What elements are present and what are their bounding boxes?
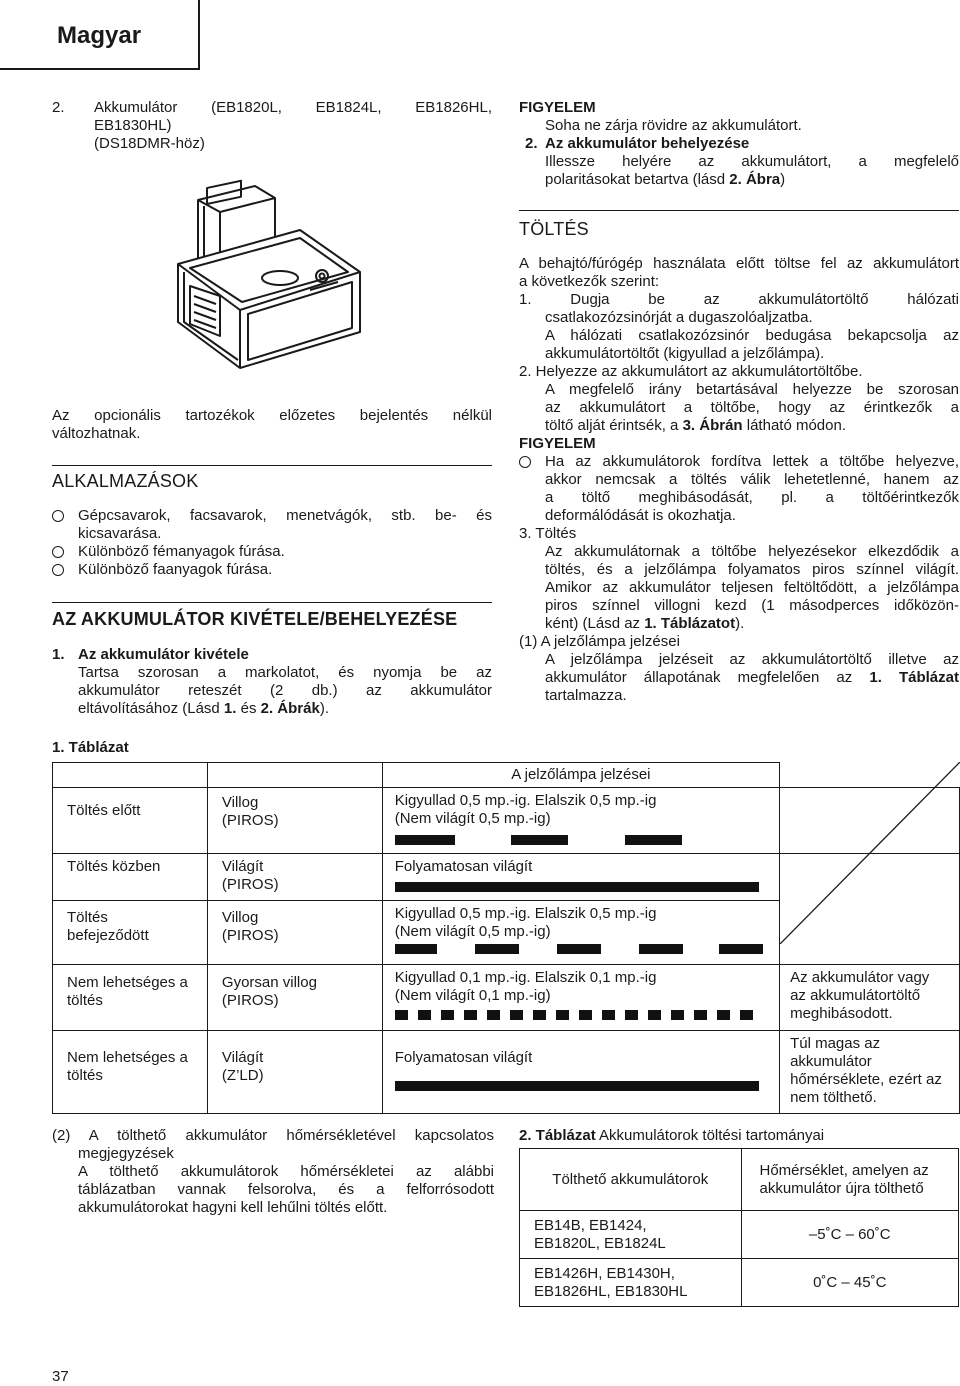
temp-note-line2: megjegyzések bbox=[78, 1145, 174, 1162]
charging-intro2: a következők szerint: bbox=[519, 273, 660, 290]
indicator-cell: Folyamatosan világít bbox=[382, 1031, 779, 1114]
lamp-fast-blink-dash bbox=[441, 1010, 454, 1020]
lamp-fast-blink-dash bbox=[464, 1010, 477, 1020]
step1-line2: csatlakozózsinórját a dugaszolóaljzatba. bbox=[545, 309, 813, 326]
table-row: Töltés közben Világít (PIROS) Folyamatosan világít bbox=[53, 854, 960, 901]
table-row: Nem lehetséges a töltés Világít (Z’LD) Folyamatosan világít Túl magas az akkumulátor hőmérséklete, ezért az nem tölthető. bbox=[53, 1031, 960, 1114]
step3-line5: ként) (Lásd az 1. Táblázatot). bbox=[545, 615, 745, 632]
charging-section bbox=[519, 255, 959, 705]
battery-item-line1: Akkumulátor (EB1820L, EB1824L, EB1826HL, bbox=[94, 99, 492, 116]
removal-title: AZ AKKUMULÁTOR KIVÉTELE/BEHELYEZÉSE bbox=[52, 609, 458, 629]
section-rule bbox=[52, 465, 492, 466]
removal-line2: akkumulátor reteszét (2 db.) az akkumulátor bbox=[78, 682, 492, 699]
sub1-label: (1) A jelzőlámpa jelzései bbox=[519, 633, 680, 650]
battery-item bbox=[52, 99, 492, 153]
table1-note: Az akkumulátor vagy az akkumulátortöltő meghibásodott. bbox=[780, 965, 960, 1031]
step1-line3: A hálózati csatlakozózsinór bedugása bekapcsolja az bbox=[545, 327, 959, 344]
bullet-circle-icon bbox=[519, 456, 531, 468]
table2-col1-header: Tölthető akkumulátorok bbox=[520, 1149, 742, 1211]
list-item: Gépcsavarok, facsavarok, menetvágók, stb. be- és kicsavarása. bbox=[52, 507, 492, 543]
optional-note bbox=[52, 407, 492, 443]
caution-text: Soha ne zárja rövidre az akkumulátort. bbox=[545, 117, 802, 134]
lamp-fast-blink-dash bbox=[418, 1010, 431, 1020]
lamp-fast-blink-dash bbox=[648, 1010, 661, 1020]
table-row bbox=[520, 1149, 959, 1211]
insert-line1: Illessze helyére az akkumulátort, a megfelelő bbox=[545, 153, 959, 170]
diagonal-line bbox=[780, 762, 960, 944]
step2-line2: A megfelelő irány betartásával helyezze be szorosan bbox=[545, 381, 959, 398]
table-row: Töltés előtt Villog (PIROS) Kigyullad 0,5 mp.-ig. Elalszik 0,5 mp.-ig (Nem világít 0,5 mp.-ig) bbox=[53, 788, 960, 854]
temp-note-line3: A tölthető akkumulátorok hőmérsékletei az alábbi bbox=[78, 1163, 494, 1180]
removal-line3: eltávolításához (Lásd 1. és 2. Ábrák). bbox=[78, 700, 329, 717]
sub1-line3: tartalmazza. bbox=[545, 687, 627, 704]
sub1-line2: akkumulátor állapotának megfelelően az 1. Táblázat bbox=[545, 669, 959, 686]
applications-title: ALKALMAZÁSOK bbox=[52, 471, 199, 491]
lamp-fast-blink-dash bbox=[625, 1010, 638, 1020]
lamp-blink-bar bbox=[395, 944, 437, 954]
table2-caption: 2. Táblázat Akkumulátorok töltési tartományai bbox=[519, 1127, 825, 1144]
lamp-blink-bar bbox=[511, 835, 568, 845]
temp-note-line1: (2) A tölthető akkumulátor hőmérsékletével kapcsolatos bbox=[52, 1127, 494, 1144]
lamp-fast-blink-dash bbox=[510, 1010, 523, 1020]
lamp-fast-blink-dash bbox=[717, 1010, 730, 1020]
step2-line3: az akkumulátort a töltőbe, hogy az érintkezők a bbox=[545, 399, 959, 416]
table1-header: A jelzőlámpa jelzései bbox=[382, 763, 779, 788]
lamp-fast-blink-dash bbox=[556, 1010, 569, 1020]
temperature-table bbox=[519, 1148, 959, 1307]
indicator-cell: Kigyullad 0,5 mp.-ig. Elalszik 0,5 mp.-ig (Nem világít 0,5 mp.-ig) bbox=[382, 901, 779, 965]
bullet-circle-icon bbox=[52, 546, 64, 558]
removal-section bbox=[52, 646, 492, 718]
insert-line2: polaritásokat betartva (lásd 2. Ábra) bbox=[545, 171, 786, 188]
lamp-fast-blink-dash bbox=[395, 1010, 408, 1020]
step1-line4: akkumulátortöltőt (kigyullad a jelzőlámpa). bbox=[545, 345, 825, 362]
battery-item-number: 2. bbox=[52, 99, 65, 116]
lamp-fast-blink-dash bbox=[671, 1010, 684, 1020]
lamp-blink-bar bbox=[719, 944, 763, 954]
indicator-table bbox=[52, 762, 960, 1114]
list-item: Ha az akkumulátorok fordítva lettek a töltőbe helyezve, akkor nemcsak a töltés válik lehetetlenné, hanem az a töltő meghibásodását, pl. a töltőérintkezők deformálódását is okozhatja. bbox=[519, 453, 959, 525]
step3-line1: Az akkumulátornak a töltőbe helyezésekor elkezdődik a bbox=[545, 543, 959, 560]
insert-title: Az akkumulátor behelyezése bbox=[545, 135, 750, 152]
step1-line1: 1. Dugja be az akkumulátortöltő hálózati bbox=[519, 291, 959, 308]
right-top bbox=[519, 99, 959, 189]
step2-line4: töltő alját érintsék, a 3. Ábrán látható módon. bbox=[545, 417, 846, 434]
temp-note-line5: akkumulátorokat hagyni kell lehűlni töltés előtt. bbox=[78, 1199, 388, 1216]
lamp-blink-bar bbox=[625, 835, 682, 845]
optional-note-line2: változhatnak. bbox=[52, 425, 141, 442]
lamp-blink-bar bbox=[475, 944, 519, 954]
step3-line4: piros színnel villogni kezd (1 másodperces időközön- bbox=[545, 597, 959, 614]
step3-label: 3. Töltés bbox=[519, 525, 577, 542]
table-row: EB14B, EB1424, EB1820L, EB1824L –5˚C – 60˚C bbox=[520, 1211, 959, 1259]
lamp-blink-bar bbox=[639, 944, 683, 954]
lamp-fast-blink-dash bbox=[487, 1010, 500, 1020]
indicator-cell: Folyamatosan világít bbox=[382, 854, 779, 901]
section-rule bbox=[519, 210, 959, 211]
lamp-steady-bar bbox=[395, 882, 759, 892]
optional-note-line1: Az opcionális tartozékok előzetes bejelentés nélkül bbox=[52, 407, 492, 424]
table1-caption: 1. Táblázat bbox=[52, 739, 129, 756]
table-row: Töltés befejeződött Villog (PIROS) Kigyullad 0,5 mp.-ig. Elalszik 0,5 mp.-ig (Nem világít 0,5 mp.-ig) bbox=[53, 901, 960, 965]
charging-intro1: A behajtó/fúrógép használata előtt töltse fel az akkumulátort bbox=[519, 255, 959, 272]
table-row: EB1426H, EB1430H, EB1826HL, EB1830HL 0˚C – 45˚C bbox=[520, 1259, 959, 1307]
section-rule bbox=[52, 602, 492, 603]
applications-list bbox=[52, 507, 492, 579]
table2-col2-header: Hőmérséklet, amelyen az akkumulátor újra tölthető bbox=[741, 1149, 959, 1211]
battery-item-line2: EB1830HL) bbox=[94, 117, 172, 134]
lamp-fast-blink-dash bbox=[694, 1010, 707, 1020]
lamp-fast-blink-dash bbox=[740, 1010, 753, 1020]
charging-title: TÖLTÉS bbox=[519, 219, 589, 239]
table1-note: Túl magas az akkumulátor hőmérséklete, ezért az nem tölthető. bbox=[780, 1031, 960, 1114]
lamp-steady-bar bbox=[395, 1081, 759, 1091]
indicator-cell: Kigyullad 0,5 mp.-ig. Elalszik 0,5 mp.-ig (Nem világít 0,5 mp.-ig) bbox=[382, 788, 779, 854]
list-item: Különböző fémanyagok fúrása. bbox=[52, 543, 492, 561]
table-row: Nem lehetséges a töltés Gyorsan villog (PIROS) Kigyullad 0,1 mp.-ig. Elalszik 0,1 mp.-ig (Nem világít 0,1 mp.-ig) Az akkumulátor vagy az akkumulátortöltő meghibásodott. bbox=[53, 965, 960, 1031]
temperature-notes bbox=[52, 1127, 494, 1217]
lamp-blink-bar bbox=[557, 944, 601, 954]
charging-caution-label: FIGYELEM bbox=[519, 435, 596, 452]
removal-item-number: 1. bbox=[52, 646, 65, 663]
battery-item-line3: (DS18DMR-höz) bbox=[94, 135, 205, 152]
language-tab bbox=[0, 0, 200, 70]
bullet-circle-icon bbox=[52, 564, 64, 576]
lamp-fast-blink-dash bbox=[533, 1010, 546, 1020]
step3-line2: töltés, és a jelzőlámpa folyamatos piros színnel világít. bbox=[545, 561, 959, 578]
diagonal-cell bbox=[780, 788, 960, 854]
bullet-circle-icon bbox=[52, 510, 64, 522]
insert-number: 2. bbox=[525, 135, 538, 152]
indicator-cell: Kigyullad 0,1 mp.-ig. Elalszik 0,1 mp.-ig (Nem világít 0,1 mp.-ig) bbox=[382, 965, 779, 1031]
caution-label: FIGYELEM bbox=[519, 99, 596, 116]
step3-line3: Amikor az akkumulátor teljesen feltöltődött, a jelzőlámpa bbox=[545, 579, 959, 596]
sub1-line1: A jelzőlámpa jelzéseit az akkumulátortöltő illetve az bbox=[545, 651, 959, 668]
language-label: Magyar bbox=[57, 22, 142, 49]
removal-item-title: Az akkumulátor kivétele bbox=[78, 646, 249, 663]
battery-illustration bbox=[160, 172, 385, 392]
step2-line1: 2. Helyezze az akkumulátort az akkumulátortöltőbe. bbox=[519, 363, 863, 380]
list-item: Különböző faanyagok fúrása. bbox=[52, 561, 492, 579]
temp-note-line4: táblázatban vannak felsorolva, és a felforrósodott bbox=[78, 1181, 494, 1198]
lamp-fast-blink-dash bbox=[602, 1010, 615, 1020]
removal-line1: Tartsa szorosan a markolatot, és nyomja be az bbox=[78, 664, 492, 681]
lamp-fast-blink-dash bbox=[579, 1010, 592, 1020]
page-number: 37 bbox=[52, 1368, 69, 1385]
lamp-blink-bar bbox=[395, 835, 455, 845]
